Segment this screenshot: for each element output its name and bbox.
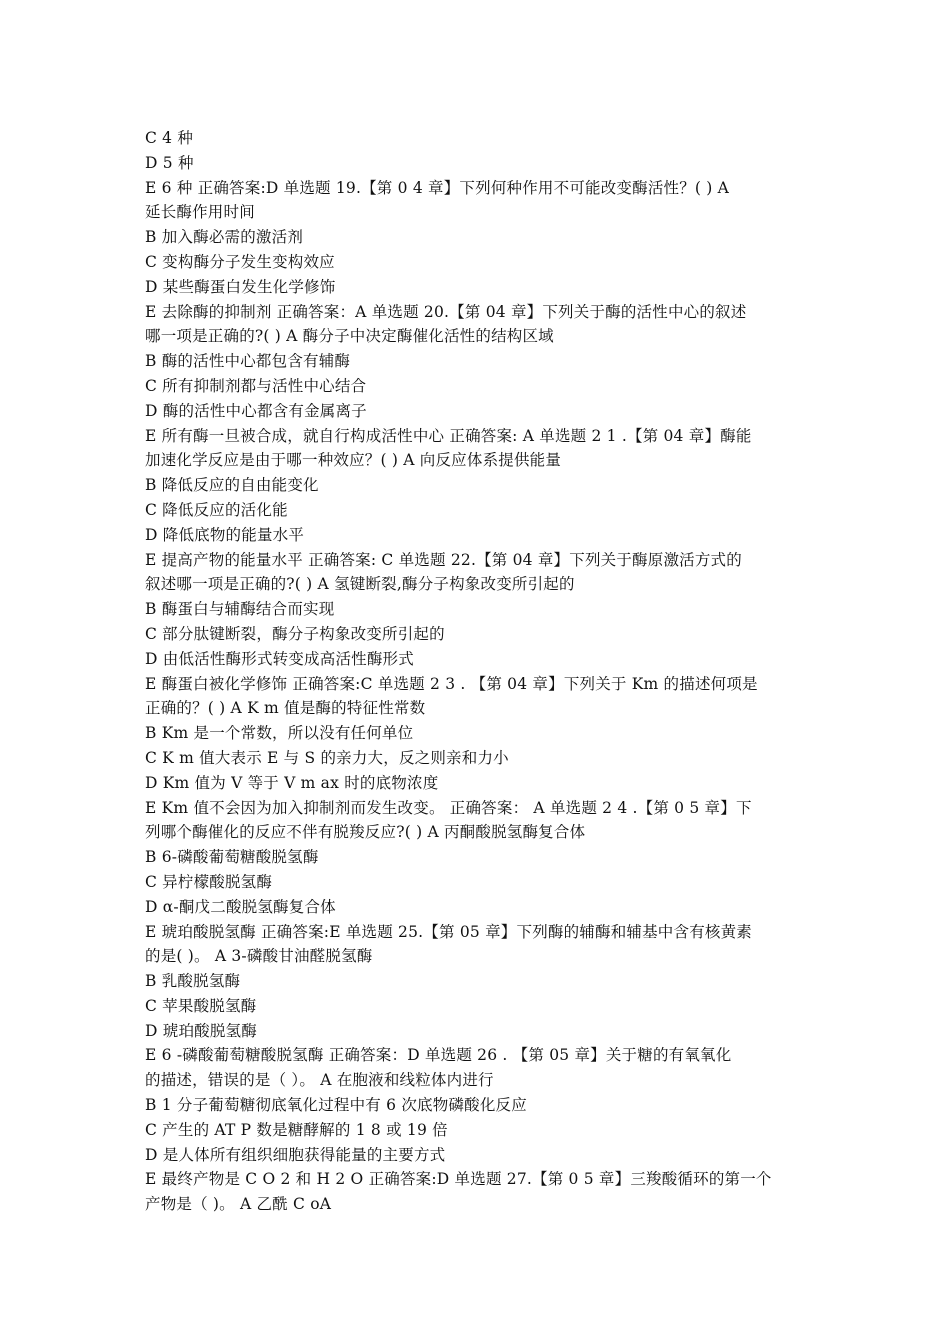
text-line: D α-酮戊二酸脱氢酶复合体 xyxy=(145,897,336,916)
text-line: 加速化学反应是由于哪一种效应？( ) A 向反应体系提供能量 xyxy=(145,451,562,470)
text-line: C 变构酶分子发生变构效应 xyxy=(145,252,335,271)
text-line: E Km 值不会因为加入抑制剂而发生改变。 正确答案： A 单选题 2 4 .【第 0 5 章】下 xyxy=(145,798,752,817)
text-line: C 异柠檬酸脱氢酶 xyxy=(145,872,273,891)
text-line: B 6-磷酸葡萄糖酸脱氢酶 xyxy=(145,848,319,867)
text-line: C 所有抑制剂都与活性中心结合 xyxy=(145,376,367,395)
text-line: D 酶的活性中心都含有金属离子 xyxy=(145,401,367,420)
text-line: E 提高产物的能量水平 正确答案: C 单选题 22.【第 04 章】下列关于酶原激活方式的 xyxy=(145,550,742,569)
text-line: E 6 种 正确答案:D 单选题 19.【第 0 4 章】下列何种作用不可能改变酶活性？( ) A xyxy=(145,178,730,197)
text-line: C 4 种 xyxy=(145,129,194,147)
text-line: D 某些酶蛋白发生化学修饰 xyxy=(145,277,336,296)
text-line: 哪一项是正确的?( ) A 酶分子中决定酶催化活性的结构区域 xyxy=(145,327,554,346)
text-line: D 琥珀酸脱氢酶 xyxy=(145,1021,257,1040)
text-line: E 琥珀酸脱氢酶 正确答案:E 单选题 25.【第 05 章】下列酶的辅酶和辅基中含有核黄素 xyxy=(145,922,752,941)
text-line: E 去除酶的抑制剂 正确答案：A 单选题 20.【第 04 章】下列关于酶的活性中心的叙述 xyxy=(145,302,747,321)
text-line: B 降低反应的自由能变化 xyxy=(145,476,319,495)
text-line: B 酶蛋白与辅酶结合而实现 xyxy=(145,600,335,619)
text-line: 叙述哪一项是正确的?( ) A 氢键断裂,酶分子构象改变所引起的 xyxy=(145,575,575,594)
text-line: 延长酶作用时间 xyxy=(145,203,255,222)
text-line: E 酶蛋白被化学修饰 正确答案:C 单选题 2 3 . 【第 04 章】下列关于 Km 的描述何项是 xyxy=(145,674,758,693)
text-line: B 乳酸脱氢酶 xyxy=(145,972,241,991)
text-line: 的是( )。 A 3-磷酸甘油醛脱氢酶 xyxy=(145,947,373,966)
text-line: D Km 值为 V 等于 V m ax 时的底物浓度 xyxy=(145,773,439,792)
text-line: B 1 分子葡萄糖彻底氧化过程中有 6 次底物磷酸化反应 xyxy=(145,1096,527,1115)
text-line: C 降低反应的活化能 xyxy=(145,500,288,519)
text-line: E 最终产物是 C O 2 和 H 2 O 正确答案:D 单选题 27.【第 0 5 章】三羧酸循环的第一个 xyxy=(145,1170,772,1189)
document-body xyxy=(145,126,810,1217)
text-line: D 降低底物的能量水平 xyxy=(145,525,305,544)
text-line: E 所有酶一旦被合成，就自行构成活性中心 正确答案: A 单选题 2 1 .【第 04 章】酶能 xyxy=(145,426,752,445)
text-line: 产物是（ )。 A 乙酰 C oA xyxy=(145,1195,332,1214)
text-line: C 苹果酸脱氢酶 xyxy=(145,996,257,1015)
text-line: B 酶的活性中心都包含有辅酶 xyxy=(145,352,351,371)
text-line: C 部分肽键断裂，酶分子构象改变所引起的 xyxy=(145,624,445,643)
text-line: E 6 -磷酸葡萄糖酸脱氢酶 正确答案：D 单选题 26 . 【第 05 章】关于糖的有氧氧化 xyxy=(145,1046,732,1065)
text-line: C K m 值大表示 E 与 S 的亲力大，反之则亲和力小 xyxy=(145,748,509,767)
text-line: 的描述，错误的是（ ）。 A 在胞液和线粒体内进行 xyxy=(145,1071,494,1090)
text-line: D 是人体所有组织细胞获得能量的主要方式 xyxy=(145,1145,446,1164)
text-line: D 由低活性酶形式转变成高活性酶形式 xyxy=(145,649,414,668)
text-line: 列哪个酶催化的反应不伴有脱羧反应?( ) A 丙酮酸脱氢酶复合体 xyxy=(145,823,586,842)
text-line: C 产生的 AT P 数是糖酵解的 1 8 或 19 倍 xyxy=(145,1120,448,1139)
text-line: 正确的？( ) A K m 值是酶的特征性常数 xyxy=(145,699,426,718)
text-line: B 加入酶必需的激活剂 xyxy=(145,228,304,247)
text-line: B Km 是一个常数，所以没有任何单位 xyxy=(145,724,414,743)
text-line: D 5 种 xyxy=(145,153,194,172)
